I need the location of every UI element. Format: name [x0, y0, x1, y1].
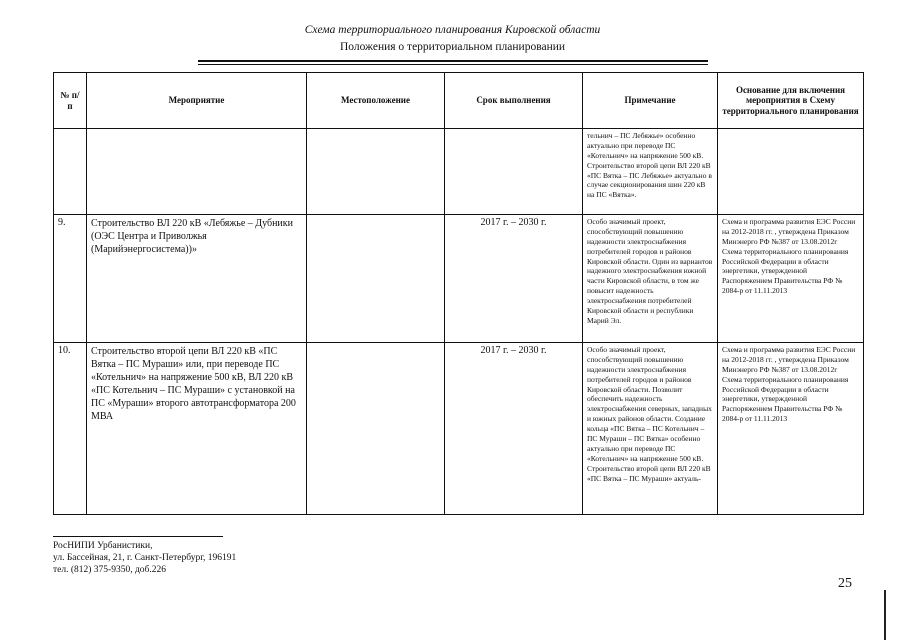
document-header-title: Схема территориального планирования Кировской области — [304, 24, 601, 36]
scan-edge-mark — [884, 590, 886, 640]
row-term: 2017 г. – 2030 г. — [445, 343, 583, 515]
row-term: 2017 г. – 2030 г. — [445, 215, 583, 343]
header-num: № п/п — [54, 73, 87, 129]
header-note: Примечание — [583, 73, 718, 129]
footer-phone: тел. (812) 375-9350, доб.226 — [53, 564, 167, 575]
row-num — [54, 129, 87, 215]
header-rule-thick — [198, 60, 708, 62]
row-event: Строительство второй цепи ВЛ 220 кВ «ПС Вятка – ПС Мураши» или, при переводе ПС «Котельнич» на напряжение 500 кВ, ВЛ 220 кВ «ПС Котельнич – ПС Мураши» с установкой на ПС «Мураши» второго автотрансформатора 200 МВА — [87, 343, 307, 515]
measures-table — [53, 72, 864, 515]
row-term — [445, 129, 583, 215]
row-location — [307, 215, 445, 343]
footer-org: РосНИПИ Урбанистики, — [53, 541, 153, 551]
page-number: 25 — [838, 576, 852, 591]
document-header-subtitle: Положения о территориальном планировании — [339, 41, 566, 53]
row-location — [307, 343, 445, 515]
header-rule-thin — [198, 64, 708, 65]
row-basis — [718, 129, 864, 215]
footer-rule — [53, 536, 223, 537]
row-location — [307, 129, 445, 215]
footer-address: ул. Бассейная, 21, г. Санкт-Петербург, 196191 — [53, 552, 237, 563]
table-row — [54, 129, 864, 215]
header-basis: Основание для включения мероприятия в Схему территориального планирования — [718, 73, 864, 129]
row-note: Особо значимый проект, способствующий повышению надежности электроснабжения потребителей городов и районов Кировской области. Один из вариантов надежного электроснабжения южной части Кировской области, в том же повысит надежность электроснабжения потребителей Кировской области и республики Марий Эл. — [583, 215, 718, 343]
row-note: тельнич – ПС Лебяжье» особенно актуально при переводе ПС «Котельнич» на напряжение 500 кВ. Строительство второй цепи ВЛ 220 кВ «ПС Вятка – ПС Лебяжье» актуально в случае секционирования шин 220 кВ на ПС «Вятка». — [583, 129, 718, 215]
table-header-row — [54, 73, 864, 129]
row-event — [87, 129, 307, 215]
row-basis: Схема и программа развития ЕЭС России на 2012-2018 гг. , утверждена Приказом Минэнерго РФ №387 от 13.08.2012г Схема территориального планирования Российской Федерации в области энергетики, утвержденной Распоряжением Правительства РФ № 2084-р от 11.11.2013 — [718, 215, 864, 343]
row-note: Особо значимый проект, способствующий повышению надежности электроснабжения потребителей городов и районов Кировской области. Позволит обеспечить надежность электроснабжения северных, западных и южных районов области. Создание кольца «ПС Вятка – ПС Котельнич – ПС Мураши – ПС Вятка» особенно актуально при переводе ПС «Котельнич» на напряжение 500 кВ. Строительство второй цепи ВЛ 220 кВ «ПС Вятка – ПС Мураши» актуаль- — [583, 343, 718, 515]
table-row — [54, 343, 864, 515]
header-event: Мероприятие — [87, 73, 307, 129]
row-num: 10. — [54, 343, 87, 515]
header-term: Срок выполнения — [445, 73, 583, 129]
row-event: Строительство ВЛ 220 кВ «Лебяжье – Дубники (ОЭС Центра и Приволжья (Марийэнергосистема))» — [87, 215, 307, 343]
row-basis: Схема и программа развития ЕЭС России на 2012-2018 гг. , утверждена Приказом Минэнерго РФ №387 от 13.08.2012г Схема территориального планирования Российской Федерации в области энергетики, утвержденной Распоряжением Правительства РФ № 2084-р от 11.11.2013 — [718, 343, 864, 515]
row-num: 9. — [54, 215, 87, 343]
footer-block — [53, 541, 236, 577]
header-location: Местоположение — [307, 73, 445, 129]
table-row — [54, 215, 864, 343]
